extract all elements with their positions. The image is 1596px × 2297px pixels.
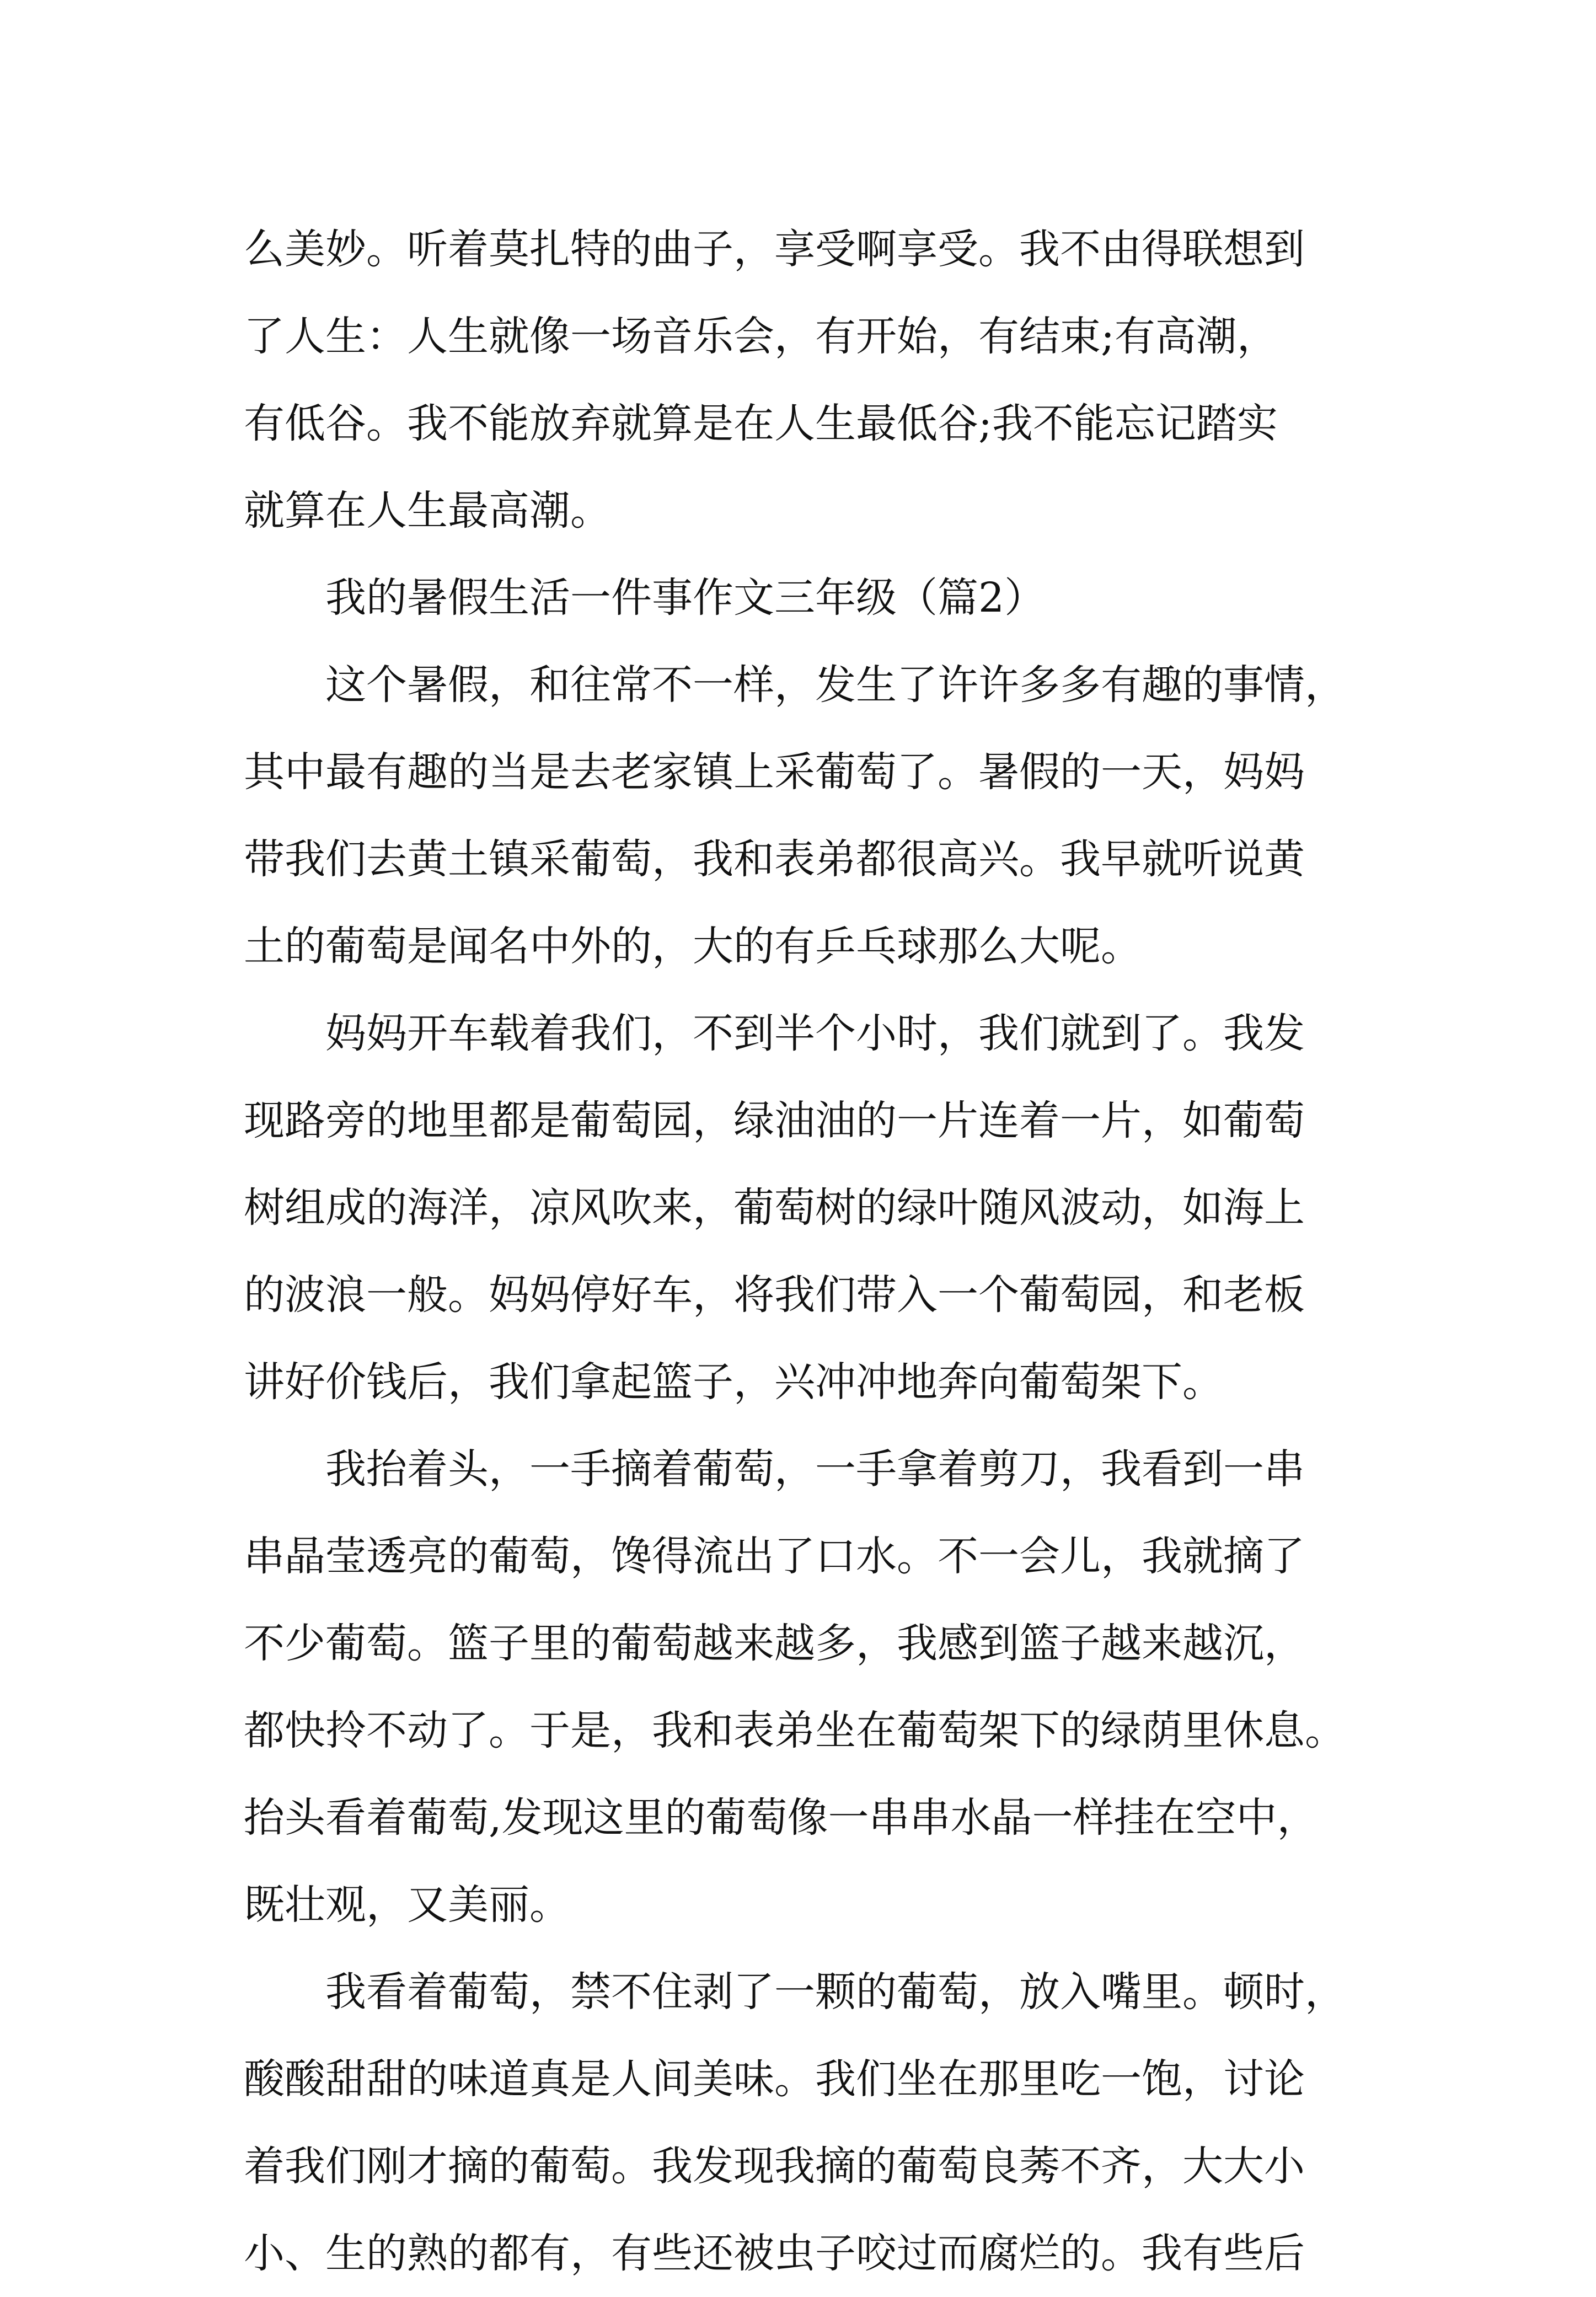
body-text xyxy=(244,206,1369,2297)
text-line: 不少葡萄。篮子里的葡萄越来越多，我感到篮子越来越沉， xyxy=(244,1620,1305,1667)
text-line: 就算在人生最高潮。 xyxy=(244,487,611,534)
text-line: 树组成的海洋，凉风吹来，葡萄树的绿叶随风波动，如海上 xyxy=(244,1184,1305,1232)
text-line: 酸酸甜甜的味道真是人间美味。我们坐在那里吃一饱，讨论 xyxy=(244,2055,1305,2103)
text-line: 的波浪一般。妈妈停好车，将我们带入一个葡萄园，和老板 xyxy=(244,1271,1305,1319)
text-line: 我抬着头，一手摘着葡萄，一手拿着剪刀，我看到一串 xyxy=(244,1445,1305,1493)
text-line: 有低谷。我不能放弃就算是在人生最低谷;我不能忘记踏实 xyxy=(244,400,1278,447)
text-line: 我看着葡萄，禁不住剥了一颗的葡萄，放入嘴里。顿时， xyxy=(244,1968,1346,2016)
text-line: 这个暑假，和往常不一样，发生了许许多多有趣的事情， xyxy=(244,661,1346,709)
text-line: 么美妙。听着莫扎特的曲子，享受啊享受。我不由得联想到 xyxy=(244,226,1305,273)
text-line: 妈妈开车载着我们，不到半个小时，我们就到了。我发 xyxy=(244,1010,1305,1057)
text-line: 着我们刚才摘的葡萄。我发现我摘的葡萄良莠不齐，大大小 xyxy=(244,2143,1305,2190)
text-line: 带我们去黄土镇采葡萄，我和表弟都很高兴。我早就听说黄 xyxy=(244,836,1305,883)
text-line: 其中最有趣的当是去老家镇上采葡萄了。暑假的一天，妈妈 xyxy=(244,748,1305,796)
text-line: 都快拎不动了。于是，我和表弟坐在葡萄架下的绿荫里休息。 xyxy=(244,1707,1346,1754)
text-line: 串晶莹透亮的葡萄，馋得流出了口水。不一会儿，我就摘了 xyxy=(244,1533,1305,1580)
text-line: 小、生的熟的都有，有些还被虫子咬过而腐烂的。我有些后 xyxy=(244,2230,1305,2277)
section-heading: 我的暑假生活一件事作文三年级（篇2） xyxy=(244,574,1046,622)
text-line: 现路旁的地里都是葡萄园，绿油油的一片连着一片，如葡萄 xyxy=(244,1097,1305,1144)
text-line: 讲好价钱后，我们拿起篮子，兴冲冲地奔向葡萄架下。 xyxy=(244,1358,1223,1406)
text-line: 既壮观，又美丽。 xyxy=(244,1881,570,1929)
text-line: 抬头看着葡萄,发现这里的葡萄像一串串水晶一样挂在空中， xyxy=(244,1794,1318,1841)
text-line: 土的葡萄是闻名中外的，大的有乒乓球那么大呢。 xyxy=(244,923,1142,970)
text-line: 了人生：人生就像一场音乐会，有开始，有结束;有高潮， xyxy=(244,313,1278,360)
